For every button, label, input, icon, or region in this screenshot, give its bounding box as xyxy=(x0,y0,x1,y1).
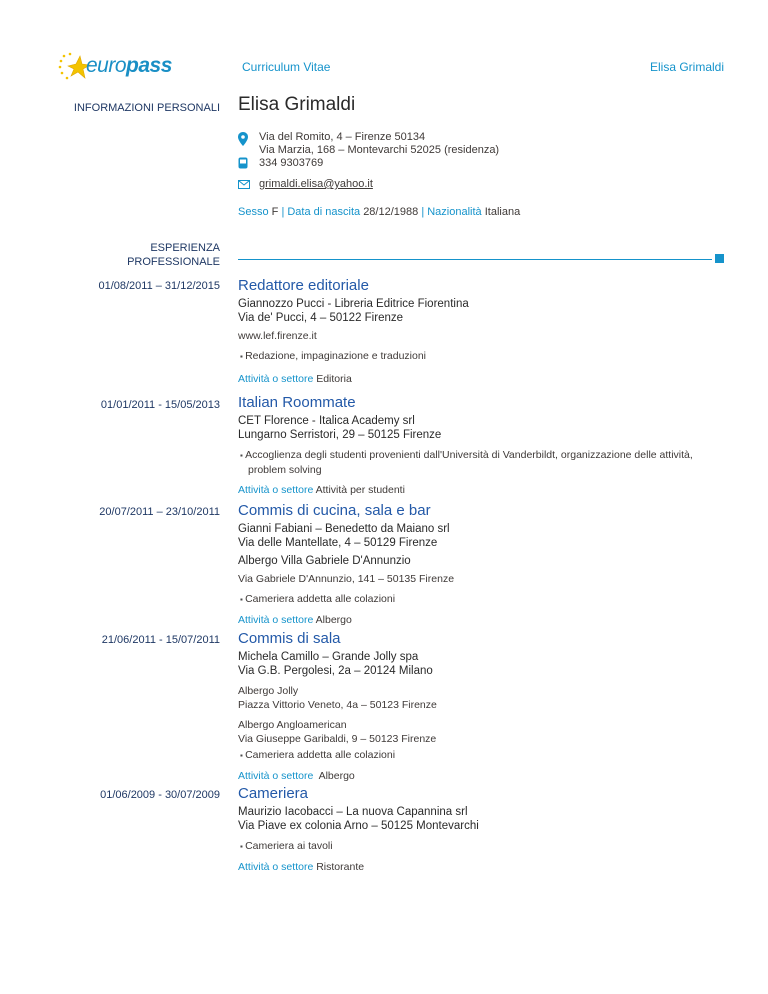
job-dates: 21/06/2011 - 15/07/2011 xyxy=(101,634,220,646)
section-divider-line xyxy=(238,259,712,260)
job-title: Commis di sala xyxy=(238,630,341,647)
header-person-name: Elisa Grimaldi xyxy=(649,60,724,74)
job-title: Redattore editoriale xyxy=(238,277,369,294)
separator: | xyxy=(281,206,285,218)
location-pin-icon xyxy=(238,132,248,146)
job-bullet: ▪ Cameriera ai tavoli xyxy=(238,839,728,854)
job-dates: 01/06/2009 - 30/07/2009 xyxy=(100,789,220,801)
employer-line-1: Michela Camillo – Grande Jolly spa xyxy=(238,651,419,663)
employer-line-2: Via delle Mantellate, 4 – 50129 Firenze xyxy=(238,537,438,549)
employer-line-2: Via Piave ex colonia Arno – 50125 Montevarchi xyxy=(238,820,479,832)
employer-line-1: Maurizio Iacobacci – La nuova Capannina srl xyxy=(238,806,468,818)
job-sector xyxy=(238,613,728,627)
sector-label: Attività o settore xyxy=(238,614,314,626)
job-sector xyxy=(238,769,728,783)
sector-value: Attività per studenti xyxy=(315,484,405,496)
job-dates: 01/01/2011 - 15/05/2013 xyxy=(100,399,220,411)
address-line-1: Via del Romito, 4 – Firenze 50134 xyxy=(259,131,426,143)
employer-line-1: CET Florence - Italica Academy srl xyxy=(238,415,415,427)
job-entry xyxy=(238,785,728,874)
job-sector xyxy=(238,372,728,386)
separator: | xyxy=(421,206,425,218)
sector-label: Attività o settore xyxy=(238,373,314,385)
personal-details-line xyxy=(238,205,520,219)
job-sector xyxy=(238,860,728,874)
employer-line-2: Via G.B. Pergolesi, 2a – 20124 Milano xyxy=(238,665,433,677)
section-label-experience xyxy=(127,241,220,269)
job-dates: 20/07/2011 – 23/10/2011 xyxy=(99,506,220,518)
job-title: Commis di cucina, sala e bar xyxy=(238,502,431,519)
job-entry xyxy=(238,502,728,627)
person-name: Elisa Grimaldi xyxy=(238,94,356,115)
employer-line-1: Gianni Fabiani – Benedetto da Maiano srl xyxy=(238,523,450,535)
employer-line-2: Lungarno Serristori, 29 – 50125 Firenze xyxy=(238,429,442,441)
sex-label: Sesso xyxy=(238,206,269,218)
section-divider-square xyxy=(715,254,724,263)
job-sector xyxy=(238,483,728,497)
sector-label: Attività o settore xyxy=(238,484,314,496)
section-label-personal: INFORMAZIONI PERSONALI xyxy=(73,102,220,114)
sector-value: Editoria xyxy=(316,373,352,385)
sector-label: Attività o settore xyxy=(238,861,314,873)
job-entry xyxy=(238,630,728,783)
workplace-name: Albergo Angloamerican xyxy=(238,719,347,731)
job-entry xyxy=(238,277,728,386)
job-title: Italian Roommate xyxy=(238,394,356,411)
sex-value: F xyxy=(271,206,279,218)
sector-value: Ristorante xyxy=(316,861,365,873)
workplace-address: Via Gabriele D'Annunzio, 141 – 50135 Firenze xyxy=(238,573,455,585)
email-link[interactable]: grimaldi.elisa@yahoo.it xyxy=(259,178,373,190)
sector-value: Albergo xyxy=(315,614,352,626)
job-dates: 01/08/2011 – 31/12/2015 xyxy=(98,280,220,292)
workplace-name: Albergo Jolly xyxy=(238,685,299,697)
workplace-address: Via Giuseppe Garibaldi, 9 – 50123 Firenze xyxy=(238,733,437,745)
job-bullet: ▪ Cameriera addetta alle colazioni xyxy=(238,748,728,763)
employer-website[interactable]: www.lef.firenze.it xyxy=(238,330,317,342)
job-title: Cameriera xyxy=(238,785,309,802)
section-label-line-2: PROFESSIONALE xyxy=(127,256,220,268)
workplace-address: Piazza Vittorio Veneto, 4a – 50123 Firenze xyxy=(238,699,437,711)
nationality-value: Italiana xyxy=(484,206,521,218)
job-bullet: ▪ Cameriera addetta alle colazioni xyxy=(238,592,728,607)
section-label-line-1: ESPERIENZA xyxy=(150,242,220,254)
europass-wordmark: europass xyxy=(86,54,172,77)
birth-value: 28/12/1988 xyxy=(363,206,419,218)
nationality-label: Nazionalità xyxy=(427,206,482,218)
sector-label: Attività o settore xyxy=(238,770,314,782)
employer-line-2: Via de' Pucci, 4 – 50122 Firenze xyxy=(238,312,404,324)
job-entry xyxy=(238,394,728,497)
birth-label: Data di nascita xyxy=(287,206,361,218)
address-line-2: Via Marzia, 168 – Montevarchi 52025 (residenza) xyxy=(259,144,500,156)
job-bullet: ▪ Redazione, impaginazione e traduzioni xyxy=(238,349,728,364)
workplace-name: Albergo Villa Gabriele D'Annunzio xyxy=(238,555,411,567)
phone-number: 334 9303769 xyxy=(259,157,324,169)
phone-icon xyxy=(238,157,248,169)
job-bullet: ▪ Accoglienza degli studenti provenienti dall'Università di Vanderbildt, organizzazione delle attività, problem solving xyxy=(238,448,728,477)
employer-line-1: Giannozzo Pucci - Libreria Editrice Fiorentina xyxy=(238,298,469,310)
email-icon xyxy=(238,180,250,189)
doc-title: Curriculum Vitae xyxy=(242,60,331,74)
sector-value: Albergo xyxy=(318,770,355,782)
